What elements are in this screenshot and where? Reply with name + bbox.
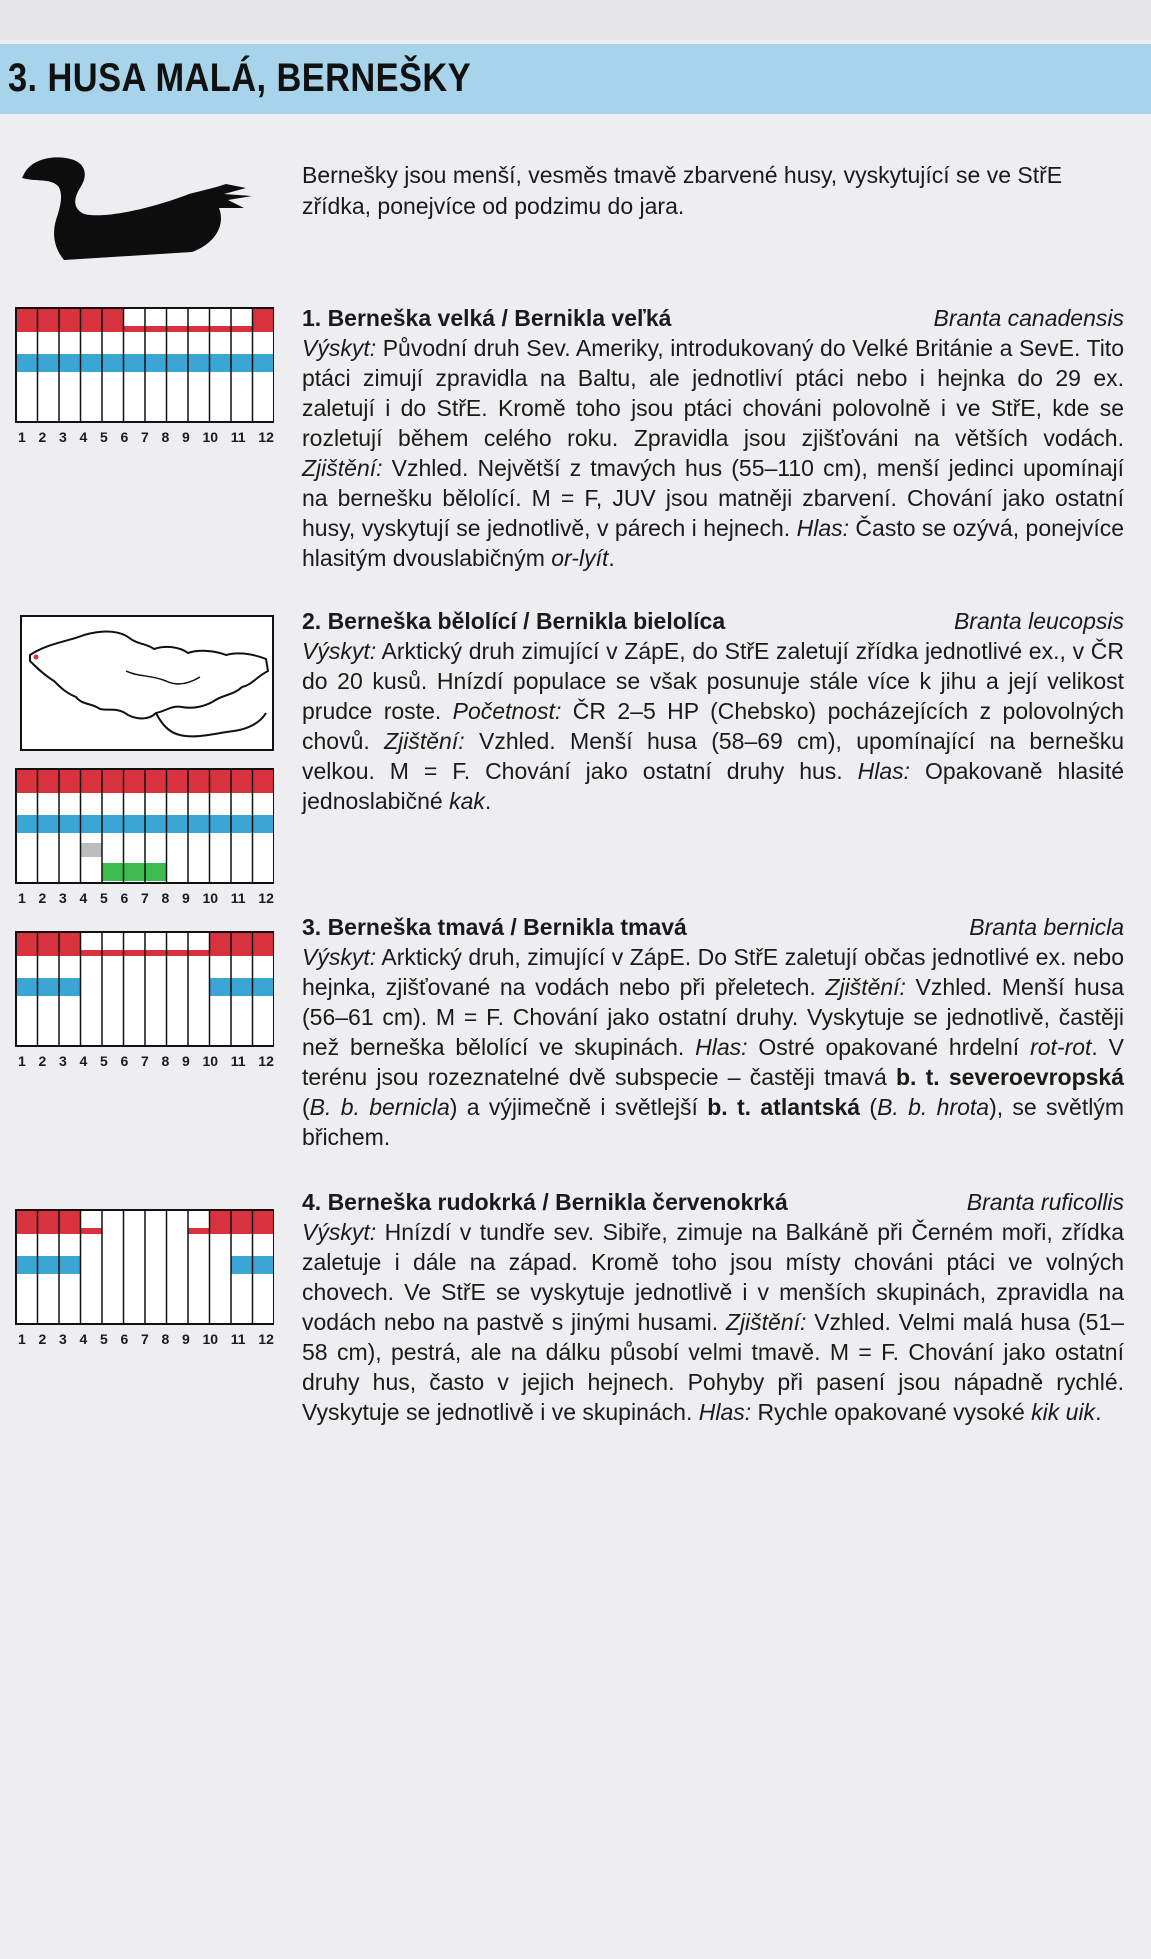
breeding-bar [102, 308, 124, 332]
month-label: 6 [120, 1331, 129, 1347]
description-segment: ( [860, 1094, 878, 1120]
month-label: 2 [38, 1331, 47, 1347]
occurrence-bar [59, 815, 81, 833]
species-name: 2. Berneška bělolící / Bernikla bielolíca [302, 608, 726, 634]
calendar-chart [14, 930, 274, 1048]
month-label: 1 [18, 1053, 26, 1069]
month-label: 12 [258, 1053, 274, 1069]
description-segment: b. t. atlantská [707, 1094, 861, 1120]
breeding-bar-thin [81, 950, 103, 956]
month-label: 1 [18, 429, 26, 445]
occurrence-bar [81, 815, 103, 833]
month-axis [14, 1331, 274, 1347]
description-segment: Hlas: [695, 1034, 748, 1060]
month-label: 3 [59, 429, 67, 445]
occurrence-bar [38, 354, 60, 372]
month-label: 11 [230, 429, 246, 445]
breeding-bar-thin [124, 950, 146, 956]
breeding-bar [59, 769, 81, 793]
breeding-bar [253, 1210, 275, 1234]
breeding-bar [210, 1210, 232, 1234]
month-label: 5 [100, 890, 108, 906]
breeding-bar [38, 308, 60, 332]
breeding-bar-thin [81, 1228, 103, 1234]
description-segment: . [484, 788, 492, 814]
month-label: 7 [141, 1331, 149, 1347]
occurrence-calendar-4 [14, 1208, 274, 1347]
occurrence-bar [253, 978, 275, 996]
breeding-bar [59, 308, 81, 332]
breeding-bar [16, 769, 38, 793]
occurrence-bar [124, 815, 146, 833]
occurrence-bar [145, 815, 167, 833]
breeding-bar [231, 769, 253, 793]
breeding-bar-thin [210, 326, 232, 332]
species-name: 1. Berneška velká / Bernikla veľká [302, 305, 672, 331]
occurrence-bar [124, 354, 146, 372]
nesting-bar [124, 863, 146, 881]
species-description [302, 333, 1124, 573]
top-margin [0, 0, 1151, 40]
month-label: 11 [230, 1053, 246, 1069]
breeding-bar [81, 308, 103, 332]
description-segment: Hlas: [857, 758, 911, 784]
description-segment: kak [449, 788, 485, 814]
species-description [302, 636, 1124, 816]
breeding-bar [102, 769, 124, 793]
month-label: 8 [161, 429, 170, 445]
occurrence-bar [16, 354, 38, 372]
breeding-bar [231, 1210, 253, 1234]
breeding-bar [38, 769, 60, 793]
description-segment: Početnost: [452, 698, 562, 724]
month-label: 7 [141, 1053, 149, 1069]
description-segment: . [1095, 1399, 1102, 1425]
month-label: 2 [38, 429, 47, 445]
description-segment: Zjištění: [384, 728, 465, 754]
description-segment: . V terénu jsou rozeznatelné dvě subspecie – častěji tmavá [302, 1034, 1124, 1090]
description-segment: Výskyt: [302, 638, 377, 664]
description-segment: Zjištění: [825, 974, 906, 1000]
breeding-bar [210, 932, 232, 956]
description-segment: Ostré opakované hrdelní [747, 1034, 1031, 1060]
month-label: 10 [202, 890, 219, 906]
description-segment: Vzhled. Menší husa (56–61 cm). M = F. Chování jako ostatní druhy. Vyskytuje se jednotlivě, častěji než berneška bělolící ve skupinách. [302, 974, 1124, 1060]
occurrence-bar [16, 978, 38, 996]
occurrence-bar [16, 815, 38, 833]
intro-text: Bernešky jsou menší, vesměs tmavě zbarvené husy, vyskytující se ve StřE zřídka, ponejvíce od podzimu do jara. [302, 162, 1063, 219]
description-segment: Vzhled. Velmi malá husa (51–58 cm), pestrá, ale na dálku působí velmi tmavě. M = F. Chování jako ostatní druhy hus, často v jejich hejnech. Pohyby při pasení jsou nápadně rychlé. Vyskytuje se jednotlivě i ve skupinách. [302, 1309, 1124, 1425]
breeding-bar-thin [145, 326, 167, 332]
description-segment: ) a výjimečně i světlejší [449, 1094, 708, 1120]
occurrence-bar [188, 815, 210, 833]
description-segment: B. b. bernicla [309, 1094, 450, 1120]
species-latin-name: Branta canadensis [933, 305, 1124, 331]
breeding-bar [253, 308, 275, 332]
description-segment: Hlas: [698, 1399, 752, 1425]
description-segment: Opakovaně hlasité jednoslabičné [302, 758, 1125, 814]
occurrence-bar [59, 978, 81, 996]
breeding-bar-thin [145, 950, 167, 956]
month-label: 10 [202, 1331, 219, 1347]
month-label: 5 [100, 1053, 108, 1069]
month-label: 10 [202, 429, 219, 445]
species-entry-2 [302, 606, 1124, 816]
month-label: 6 [120, 890, 129, 906]
occurrence-bar [38, 978, 60, 996]
description-segment: Rychle opakované vysoké [751, 1399, 1032, 1425]
description-segment: Výskyt: [302, 335, 377, 361]
description-segment: ), se světlým břichem. [302, 1094, 1124, 1150]
occurrence-bar [167, 354, 189, 372]
month-label: 3 [59, 1053, 67, 1069]
breeding-bar [59, 932, 81, 956]
description-segment: Hlas: [796, 515, 849, 541]
description-segment: . [608, 545, 615, 571]
month-label: 7 [141, 890, 149, 906]
breeding-bar [167, 769, 189, 793]
occurrence-bar [231, 354, 253, 372]
month-label: 11 [230, 1331, 246, 1347]
breeding-bar-thin [124, 326, 146, 332]
species-entry-4 [302, 1187, 1124, 1427]
occurrence-bar [231, 1256, 253, 1274]
description-segment: Zjištění: [302, 455, 383, 481]
description-segment: Výskyt: [302, 944, 377, 970]
occurrence-calendar-1 [14, 306, 274, 445]
breeding-bar [124, 769, 146, 793]
description-segment: rot-rot [1030, 1034, 1092, 1060]
month-label: 7 [141, 429, 149, 445]
occurrence-bar [231, 978, 253, 996]
month-label: 11 [230, 890, 246, 906]
month-label: 5 [100, 1331, 108, 1347]
occurrence-bar [210, 978, 232, 996]
month-label: 5 [100, 429, 108, 445]
species-latin-name: Branta leucopsis [953, 608, 1124, 634]
month-axis [14, 429, 274, 445]
nesting-bar [145, 863, 167, 881]
breeding-bar-thin [188, 326, 210, 332]
month-label: 9 [182, 429, 190, 445]
breeding-bar [38, 932, 60, 956]
month-label: 1 [18, 1331, 26, 1347]
species-description [302, 1217, 1124, 1427]
occurrence-bar [59, 354, 81, 372]
occurrence-bar [210, 815, 232, 833]
month-label: 6 [120, 429, 129, 445]
occurrence-bar [253, 1256, 275, 1274]
occurrence-bar [210, 354, 232, 372]
month-label: 12 [258, 429, 274, 445]
page-title: 3. HUSA MALÁ, BERNEŠKY [8, 56, 472, 100]
month-label: 12 [258, 890, 274, 906]
calendar-chart [14, 767, 274, 885]
occurrence-bar [102, 815, 124, 833]
month-label: 2 [38, 1053, 47, 1069]
goose-silhouette-icon [14, 148, 259, 268]
month-label: 9 [182, 1331, 190, 1347]
month-label: 9 [182, 1053, 190, 1069]
month-axis [14, 890, 274, 906]
breeding-bar [231, 932, 253, 956]
description-segment: ČR 2–5 HP (Chebsko) pocházejících z polovolných chovů. [302, 698, 1124, 754]
description-segment: Vzhled. Menší husa (58–69 cm), upomínající na bernešku velkou. M = F. Chování jako ostatní druhy hus. [302, 728, 1125, 784]
description-segment: B. b. hrota [877, 1094, 990, 1120]
species-entry-3 [302, 912, 1124, 1152]
calendar-chart [14, 306, 274, 424]
species-description [302, 942, 1124, 1152]
month-label: 8 [161, 1331, 170, 1347]
breeding-bar [16, 308, 38, 332]
month-label: 8 [161, 890, 170, 906]
breeding-bar-thin [167, 326, 189, 332]
month-label: 4 [79, 429, 88, 445]
description-segment: Arktický druh, zimující v ZápE. Do StřE zaletují občas jednotlivé ex. nebo hejnka, zjišťované na vodách nebo při přeletech. [302, 944, 1124, 1000]
month-label: 1 [18, 890, 26, 906]
species-latin-name: Branta bernicla [969, 914, 1124, 940]
breeding-bar [253, 932, 275, 956]
description-segment: Často se ozývá, ponejvíce hlasitým dvouslabičným [302, 515, 1124, 571]
occurrence-bar [59, 1256, 81, 1274]
month-label: 6 [120, 1053, 129, 1069]
month-axis [14, 1053, 274, 1069]
month-label: 12 [258, 1331, 274, 1347]
breeding-bar [38, 1210, 60, 1234]
breeding-bar-thin [231, 326, 253, 332]
occurrence-bar [253, 354, 275, 372]
calendar-chart [14, 1208, 274, 1326]
species-entry-1 [302, 303, 1124, 573]
breeding-bar [253, 769, 275, 793]
description-segment: kik uik [1031, 1399, 1096, 1425]
breeding-bar [145, 769, 167, 793]
rare-bar [81, 843, 103, 857]
description-segment: Výskyt: [302, 1219, 377, 1245]
occurrence-bar [167, 815, 189, 833]
occurrence-bar [102, 354, 124, 372]
chapter-header [0, 44, 1151, 114]
breeding-bar-thin [102, 950, 124, 956]
occurrence-bar [231, 815, 253, 833]
description-segment: or-lyít [551, 545, 609, 571]
breeding-bar-thin [188, 950, 210, 956]
description-segment: Arktický druh zimující v ZápE, do StřE zaletují zřídka jednotlivé ex., v ČR do 20 kusů. Hnízdí populace se však posunuje stále více k jihu a její velikost prudce roste. [302, 638, 1124, 724]
occurrence-bar [16, 1256, 38, 1274]
month-label: 3 [59, 1331, 67, 1347]
breeding-bar-thin [188, 1228, 210, 1234]
occurrence-bar [38, 1256, 60, 1274]
species-name: 3. Berneška tmavá / Bernikla tmavá [302, 914, 687, 940]
distribution-map [20, 615, 274, 751]
month-label: 3 [59, 890, 67, 906]
description-segment: Hnízdí v tundře sev. Sibiře, zimuje na Balkáně při Černém moři, zřídka zaletuje i dále na západ. Kromě toho jsou místy chováni ptáci ve volných chovech. Ve StřE se vyskytuje jednotlivě i v menších skupinách, zpravidla na vodách nebo na pastvě s jinými husami. [302, 1219, 1124, 1335]
month-label: 2 [38, 890, 47, 906]
description-segment: Vzhled. Největší z tmavých hus (55–110 cm), menší jedinci upomínají na bernešku bělolící. M = F, JUV jsou matněji zbarvení. Chování jako ostatní husy, vyskytují se jednotlivě, v párech i hejnech. [302, 455, 1124, 541]
month-label: 4 [79, 1331, 88, 1347]
breeding-bar [188, 769, 210, 793]
breeding-bar [16, 1210, 38, 1234]
description-segment: b. t. severoevropská [895, 1064, 1124, 1090]
description-segment: Zjištění: [725, 1309, 807, 1335]
month-label: 4 [79, 890, 88, 906]
month-label: 8 [161, 1053, 170, 1069]
breeding-bar [81, 769, 103, 793]
occurrence-bar [81, 354, 103, 372]
month-label: 10 [202, 1053, 219, 1069]
occurrence-bar [188, 354, 210, 372]
month-label: 9 [182, 890, 190, 906]
occurrence-bar [145, 354, 167, 372]
description-segment: ( [302, 1094, 310, 1120]
month-label: 4 [79, 1053, 88, 1069]
breeding-bar [59, 1210, 81, 1234]
occurrence-bar [253, 815, 275, 833]
occurrence-calendar-3 [14, 930, 274, 1069]
breeding-bar [210, 769, 232, 793]
occurrence-calendar-2 [14, 767, 274, 906]
description-segment: Původní druh Sev. Ameriky, introdukovaný do Velké Británie a SevE. Tito ptáci zimují zpravidla na Baltu, ale jednotliví ptáci nebo i hejnka do 29 ex. zaletují i do StřE. Kromě toho jsou ptáci chováni polovolně i ve StřE, kde se rozletují během celého roku. Zpravidla jsou zjišťováni na větších vodách. [302, 335, 1124, 451]
occurrence-bar [38, 815, 60, 833]
breeding-bar [16, 932, 38, 956]
nesting-bar [102, 863, 124, 881]
breeding-bar-thin [167, 950, 189, 956]
species-latin-name: Branta ruficollis [966, 1189, 1124, 1215]
species-name: 4. Berneška rudokrká / Bernikla červenokrká [302, 1189, 788, 1215]
